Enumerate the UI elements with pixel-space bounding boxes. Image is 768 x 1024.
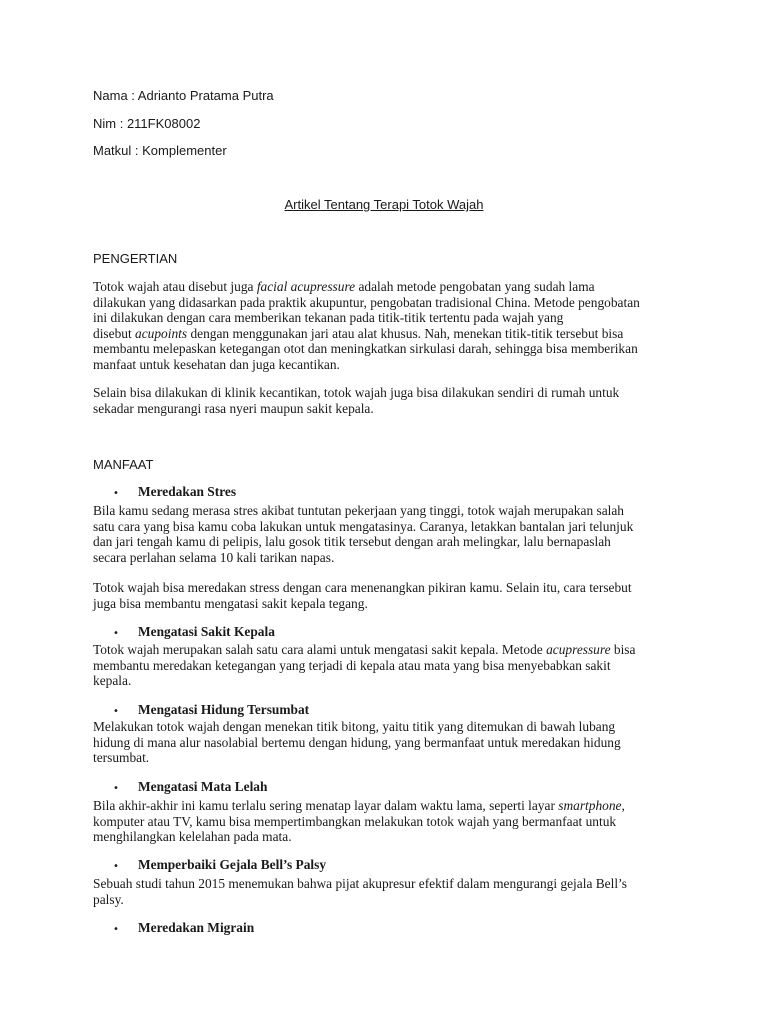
bullet-heading: Mengatasi Mata Lelah [138,779,268,794]
text-line: Melakukan totok wajah dengan menekan titik bitong, yaitu titik yang ditemukan di bawah lubang [93,719,616,734]
text-line: Bila kamu sedang merasa stres akibat tuntutan pekerjaan yang tinggi, totok wajah merupakan salah [93,503,624,518]
bullet-icon: • [113,488,119,499]
text-line: satu cara yang bisa kamu coba lakukan untuk mengatasinya. Caranya, letakkan bantalan jari telunjuk [93,518,634,534]
bullet-heading: Mengatasi Hidung Tersumbat [138,702,310,717]
text-line: Sebuah studi tahun 2015 menemukan bahwa pijat akupresur efektif dalam mengurangi gejala Bell’s [93,876,627,891]
bullet-icon: • [113,861,119,872]
text-line: kepala. [93,673,132,689]
bullet-item-sakit-kepala [113,624,275,640]
text-line: Totok wajah atau disebut juga facial acupressure adalah metode pengobatan yang sudah lama [93,279,595,294]
stres-paragraph-2 [93,580,675,611]
text-line: dilakukan yang didasarkan pada praktik akupuntur, pengobatan tradisional China. Metode pengobatan [93,294,640,310]
text-line: menghilangkan kelelahan pada mata. [93,829,292,845]
term-smartphone: smartphone [558,798,622,813]
text-line: komputer atau TV, kamu bisa mempertimbangkan melakukan totok wajah yang bermanfaat untuk [93,813,617,829]
text-line: Selain bisa dilakukan di klinik kecantikan, totok wajah juga bisa dilakukan sendiri di rumah untuk [93,385,620,400]
bullet-icon: • [113,783,119,794]
student-nim: Nim : 211FK08002 [93,116,201,131]
course-name: Matkul : Komplementer [93,143,227,158]
text-line: Bila akhir-akhir ini kamu terlalu sering menatap layar dalam waktu lama, seperti layar smartphone, [93,798,625,813]
stres-paragraph-1 [93,503,675,565]
bullet-icon: • [113,628,119,639]
bullet-icon: • [113,924,119,935]
bullet-item-meredakan-stres [113,484,236,500]
text-line: membantu melepaskan ketegangan otot dan meningkatkan sirkulasi darah, sehingga bisa memberikan [93,341,638,357]
bullet-heading: Meredakan Migrain [138,920,255,935]
text-line: disebut acupoints dengan menggunakan jari atau alat khusus. Nah, menekan titik-titik tersebut bisa [93,325,624,341]
section-heading-pengertian: PENGERTIAN [93,251,178,266]
text-line: membantu meredakan ketegangan yang terjadi di kepala atau mata yang bisa menyebabkan sakit [93,657,611,673]
text-line: sekadar mengurangi rasa nyeri maupun sakit kepala. [93,400,374,416]
text-line: manfaat untuk kesehatan dan juga kecantikan. [93,356,340,372]
hidung-tersumbat-paragraph [93,719,675,766]
bullet-item-migrain [113,920,254,936]
section-heading-manfaat: MANFAAT [93,457,154,472]
bullet-heading: Mengatasi Sakit Kepala [138,624,275,639]
bullet-item-mata-lelah [113,779,267,795]
pengertian-paragraph-2 [93,385,675,416]
bullet-heading: Memperbaiki Gejala Bell’s Palsy [138,857,327,872]
article-title: Artikel Tentang Terapi Totok Wajah [284,197,484,212]
bullet-item-hidung-tersumbat [113,702,309,718]
text-line: hidung di mana alur nasolabial bertemu dengan hidung, yang bermanfaat untuk meredakan hidung [93,734,621,750]
student-name: Nama : Adrianto Pratama Putra [93,88,274,103]
term-acupressure: acupressure [546,642,611,657]
sakit-kepala-paragraph [93,642,675,689]
mata-lelah-paragraph [93,798,675,845]
bullet-item-bells-palsy [113,857,326,873]
text-line: Totok wajah bisa meredakan stress dengan cara menenangkan pikiran kamu. Selain itu, cara tersebut [93,580,632,595]
text-line: juga bisa membantu mengatasi sakit kepala tegang. [93,595,368,611]
term-facial-acupressure: facial acupressure [256,279,356,294]
text-line: tersumbat. [93,750,150,766]
term-acupoints: acupoints [135,325,188,341]
text-line: Totok wajah merupakan salah satu cara alami untuk mengatasi sakit kepala. Metode acupressure bisa [93,642,636,657]
bullet-heading: Meredakan Stres [138,484,237,499]
text-line: ini dilakukan dengan cara memberikan tekanan pada titik-titik tertentu pada wajah yang [93,310,564,326]
text-line: dan jari tengah kamu di pelipis, lalu gosok titik tersebut dengan arah melingkar, lalu bernapaslah [93,534,611,550]
text-line: secara perlahan selama 10 kali tarikan napas. [93,549,335,565]
bells-palsy-paragraph [93,876,675,907]
bullet-icon: • [113,706,119,717]
pengertian-paragraph-1 [93,279,675,373]
text-line: palsy. [93,891,124,907]
